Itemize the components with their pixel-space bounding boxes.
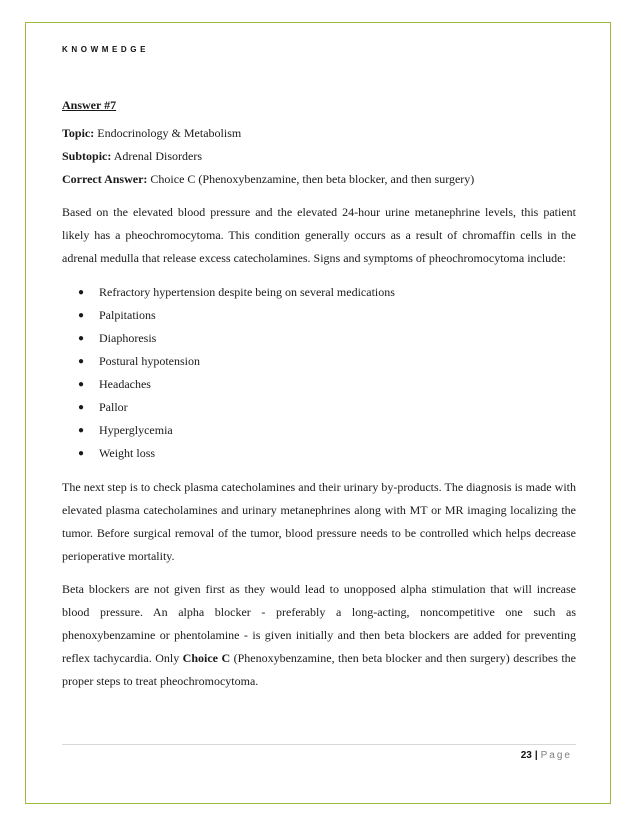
paragraph-diagnosis: The next step is to check plasma catecholamines and their urinary by-products. The diagnosis is made with elevated plasma catecholamines and urinary metanephrines along with MT or MR imaging localizing the tumor. Before surgical removal of the tumor, blood pressure needs to be controlled which helps decrease perioperative mortality. bbox=[62, 480, 576, 563]
bullet-icon: ● bbox=[78, 310, 85, 321]
list-item: ● Palpitations bbox=[62, 304, 576, 327]
list-item: ● Hyperglycemia bbox=[62, 419, 576, 442]
choice-c-emphasis: Choice C bbox=[182, 651, 231, 665]
answer-title: Answer #7 bbox=[62, 98, 117, 112]
page-number: 23 bbox=[520, 750, 532, 761]
topic-label: Topic: bbox=[62, 126, 95, 140]
list-item: ● Refractory hypertension despite being on several medications bbox=[62, 281, 576, 304]
page-word: Page bbox=[540, 750, 572, 761]
correct-answer-line bbox=[62, 168, 576, 191]
correct-answer-label: Correct Answer: bbox=[62, 172, 148, 186]
bullet-icon: ● bbox=[78, 402, 85, 413]
document-content bbox=[62, 94, 576, 693]
header-brand: KNOWMEDGE bbox=[62, 45, 150, 54]
subtopic-label: Subtopic: bbox=[62, 149, 112, 163]
list-item: ● Headaches bbox=[62, 373, 576, 396]
list-item: ● Diaphoresis bbox=[62, 327, 576, 350]
paragraph-intro: Based on the elevated blood pressure and the elevated 24-hour urine metanephrine levels, this patient likely has a pheochromocytoma. This condition generally occurs as a result of chromaffin cells in the adrenal medulla that release excess catecholamines. Signs and symptoms of pheochromocytoma include: bbox=[62, 205, 576, 265]
topic-line bbox=[62, 122, 576, 145]
bullet-icon: ● bbox=[78, 448, 85, 459]
bullet-icon: ● bbox=[78, 379, 85, 390]
symptom-list bbox=[62, 281, 576, 465]
footer-separator: | bbox=[534, 750, 538, 761]
subtopic-value: Adrenal Disorders bbox=[113, 149, 203, 163]
list-item: ● Weight loss bbox=[62, 442, 576, 465]
page-footer bbox=[521, 750, 572, 761]
bullet-icon: ● bbox=[78, 425, 85, 436]
list-item: ● Pallor bbox=[62, 396, 576, 419]
paragraph-treatment: Beta blockers are not given first as they would lead to unopposed alpha stimulation that will increase blood pressure. An alpha blocker - preferably a long-acting, noncompetitive one such as phenoxybenzamine or phentolamine - is given initially and then beta blockers are added for preventing reflex tachycardia. Only Choice C (Phenoxybenzamine, then beta blocker and then surgery) describes the proper steps to treat pheochromocytoma. bbox=[62, 582, 576, 688]
list-item: ● Postural hypotension bbox=[62, 350, 576, 373]
bullet-icon: ● bbox=[78, 333, 85, 344]
correct-answer-value: Choice C (Phenoxybenzamine, then beta blocker, and then surgery) bbox=[150, 172, 475, 186]
footer-divider bbox=[62, 744, 576, 745]
bullet-icon: ● bbox=[78, 287, 85, 298]
bullet-icon: ● bbox=[78, 356, 85, 367]
subtopic-line bbox=[62, 145, 576, 168]
topic-value: Endocrinology & Metabolism bbox=[97, 126, 242, 140]
